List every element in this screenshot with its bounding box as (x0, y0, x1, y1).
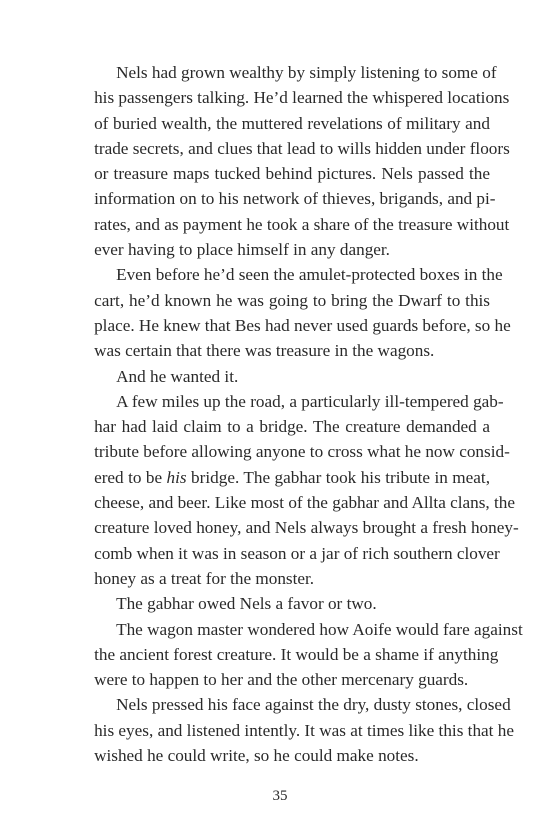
paragraph (70, 617, 523, 693)
text-line: were to happen to her and the other mercenary guards. (94, 670, 469, 690)
text-line: his passengers talking. He’d learned the whispered locations (94, 88, 510, 108)
text-line: creature loved honey, and Nels always brought a fresh honey- (94, 518, 519, 538)
text-line-with-italic (70, 465, 490, 490)
body-text (70, 60, 523, 768)
text-line: wished he could write, so he could make notes. (94, 746, 419, 766)
paragraph (70, 591, 490, 616)
text-line: honey as a treat for the monster. (94, 568, 315, 588)
text-segment: bridge. The gabhar took his tribute in meat, (191, 467, 490, 487)
text-line: The gabhar owed Nels a favor or two. (116, 594, 377, 614)
text-line: or treasure maps tucked behind pictures. Nels passed the (94, 164, 490, 184)
text-line: the ancient forest creature. It would be a shame if anything (94, 644, 499, 664)
text-line: rates, and as payment he took a share of the treasure without (94, 214, 510, 234)
italic-word: his (166, 467, 187, 487)
text-line: Nels pressed his face against the dry, dusty stones, closed (116, 695, 511, 715)
text-line: Nels had grown wealthy by simply listening to some of (116, 63, 497, 82)
text-line: place. He knew that Bes had never used guards before, so he (94, 315, 511, 335)
text-line: cheese, and beer. Like most of the gabhar and Allta clans, the (94, 493, 516, 513)
page-number: 35 (272, 788, 288, 804)
text-line: Even before he’d seen the amulet-protected boxes in the (116, 265, 503, 285)
text-line: The wagon master wondered how Aoife would fare against (116, 619, 523, 639)
paragraph (70, 262, 511, 363)
paragraph (70, 692, 514, 768)
text-line: information on to his network of thieves, brigands, and pi- (94, 189, 496, 209)
text-line: ever having to place himself in any danger. (94, 240, 390, 260)
text-line: cart, he’d known he was going to bring the Dwarf to this (94, 290, 490, 310)
text-segment: ered to be (94, 467, 163, 487)
text-line: har had laid claim to a bridge. The creature demanded a (94, 417, 490, 437)
paragraph (70, 389, 519, 591)
paragraph (70, 364, 490, 389)
text-line: was certain that there was treasure in the wagons. (94, 341, 435, 361)
text-line: tribute before allowing anyone to cross what he now consid- (94, 442, 510, 462)
paragraph (70, 60, 510, 262)
text-line: comb when it was in season or a jar of rich southern clover (94, 543, 500, 563)
text-line: A few miles up the road, a particularly ill-tempered gab- (116, 391, 504, 411)
text-line: his eyes, and listened intently. It was at times like this that he (94, 720, 514, 740)
text-line: of buried wealth, the muttered revelations of military and (94, 113, 490, 133)
text-line: And he wanted it. (116, 366, 239, 386)
text-line: trade secrets, and clues that lead to wills hidden under floors (94, 138, 510, 158)
